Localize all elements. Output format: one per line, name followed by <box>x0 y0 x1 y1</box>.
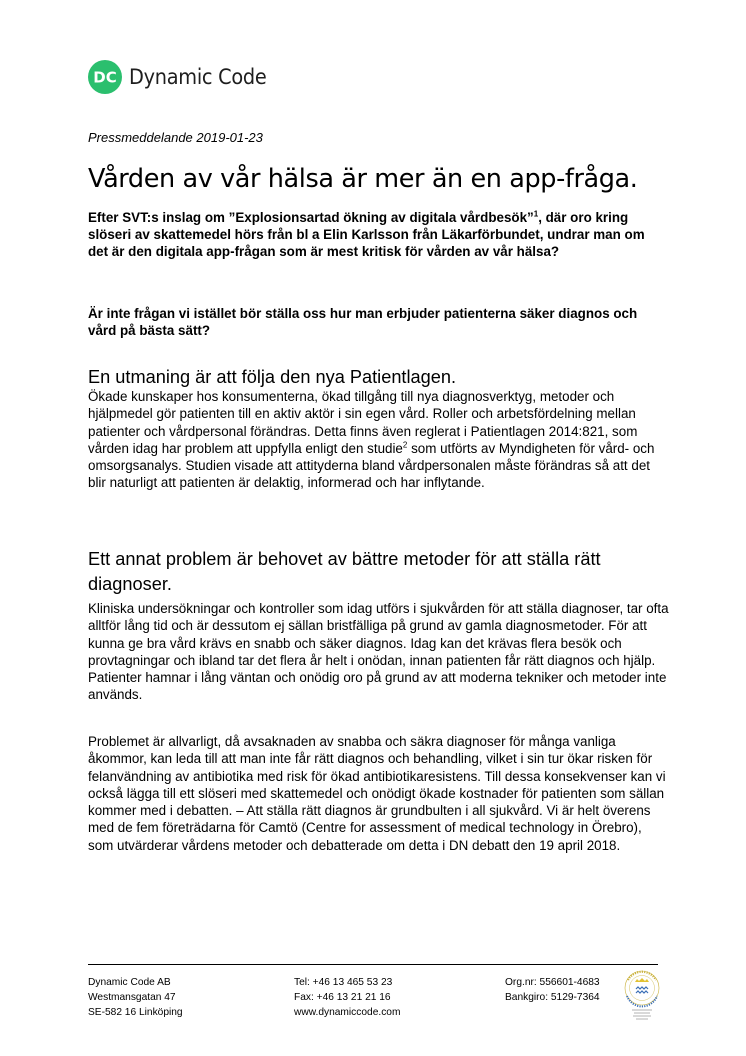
section-body-patientlagen <box>88 388 670 492</box>
footnote-ref-2: 2 <box>402 440 408 450</box>
footer-orgnr: Org.nr: 556601-4683 <box>505 977 600 988</box>
footer-registration <box>505 975 600 1005</box>
page-title: Vården av vår hälsa är mer än en app-fråga. <box>88 164 638 194</box>
section-body-diagnoser-2: Problemet är allvarligt, då avsaknaden av snabba och säkra diagnoser för många vanliga åkommor, kan leda till att man inte får rätt diagnos och behandling, vilket i sin tur ökar risken för felanvändning av antibiotika med risk för ökad antibiotikaresistens. Till dessa konsekvenser kan vi också lägga till ett slöseri med skattemedel och onödigt ökade kostnader för patienten som sällan kommer med i debatten. – Att ställa rätt diagnos är grundbulten i all sjukvård. Vi är helt överens med de fem företrädarna för Camtö (Centre for assessment of medical technology in Örebro), som utvärderar vårdens metoder och debatterade om detta i DN debatt den 19 april 2018. <box>88 734 666 853</box>
lead-text-rest: , där oro kring slöseri av skattemedel hörs från bl a Elin Karlsson från Läkarförbundet, undrar man om det är den digitala app-frågan som är mest kritisk för vården av vår hälsa? <box>88 210 645 259</box>
footer-tel: Tel: +46 13 465 53 23 <box>294 977 393 988</box>
lead-question: Är inte frågan vi istället bör ställa oss hur man erbjuder patienterna säker diagnos och vård på bästa sätt? <box>88 306 638 338</box>
footer-bankgiro: Bankgiro: 5129-7364 <box>505 992 600 1003</box>
section-body-diagnoser-1: Kliniska undersökningar och kontroller som idag utförs i sjukvården för att ställa diagnoser, tar ofta alltför lång tid och är dessutom ej sällan bristfälliga på grund av gamla diagnosmetoder. För att kunna ge bra vård krävs en snabb och säker diagnos. Idag kan det krävas flera besök och provtagningar och ibland tar det flera år helt i onödan, innan patienten får rätt diagnos och hjälp. Patienter hamnar i lång väntan och onödig oro på grund av att moderna tekniker och metoder inte används. <box>88 601 669 703</box>
footer-fax: Fax: +46 13 21 21 16 <box>294 992 391 1003</box>
dc-logo-icon <box>88 60 122 94</box>
footer-web[interactable]: www.dynamiccode.com <box>294 1007 401 1018</box>
footer-street: Westmansgatan 47 <box>88 992 176 1003</box>
section-heading-diagnoser: Ett annat problem är behovet av bättre metoder för att ställa rätt diagnoser. <box>88 549 601 594</box>
footer-company: Dynamic Code AB <box>88 977 171 988</box>
lead-text: Efter SVT:s inslag om ”Explosionsartad ökning av digitala vårdbesök” <box>88 210 534 225</box>
section-heading-patientlagen: En utmaning är att följa den nya Patientlagen. <box>88 367 457 387</box>
footer-contact <box>294 975 400 1020</box>
company-logo <box>88 60 278 94</box>
footer-divider <box>88 964 658 965</box>
body-text-rest: som utförts av Myndigheten för vård- och omsorgsanalys. Studien visade att attityderna bland vårdpersonalen måste förändras så att det blir naturligt att patienten är delaktig, informerad och har inflytande. <box>88 440 655 491</box>
body-text: Ökade kunskaper hos konsumenterna, ökad tillgång till nya diagnosverktyg, metoder och hjälpmedel gör patienten till en aktiv aktör i sin egen vård. Roller och arbetsfördelning mellan patienter och vårdpersonal förändras. Detta finns även reglerat i Patientlagen 2014:821, som vården idag har problem att uppfylla enligt den studie <box>88 389 638 456</box>
swedac-seal-icon <box>622 966 662 1022</box>
svg-text:DC: DC <box>93 68 117 87</box>
lead-paragraph <box>88 209 668 260</box>
footer-postal: SE-582 16 Linköping <box>88 1007 183 1018</box>
footer-address <box>88 975 183 1020</box>
press-release-date: Pressmeddelande 2019-01-23 <box>88 130 263 145</box>
footnote-ref-1: 1 <box>533 209 539 219</box>
company-name: Dynamic Code <box>129 65 267 89</box>
